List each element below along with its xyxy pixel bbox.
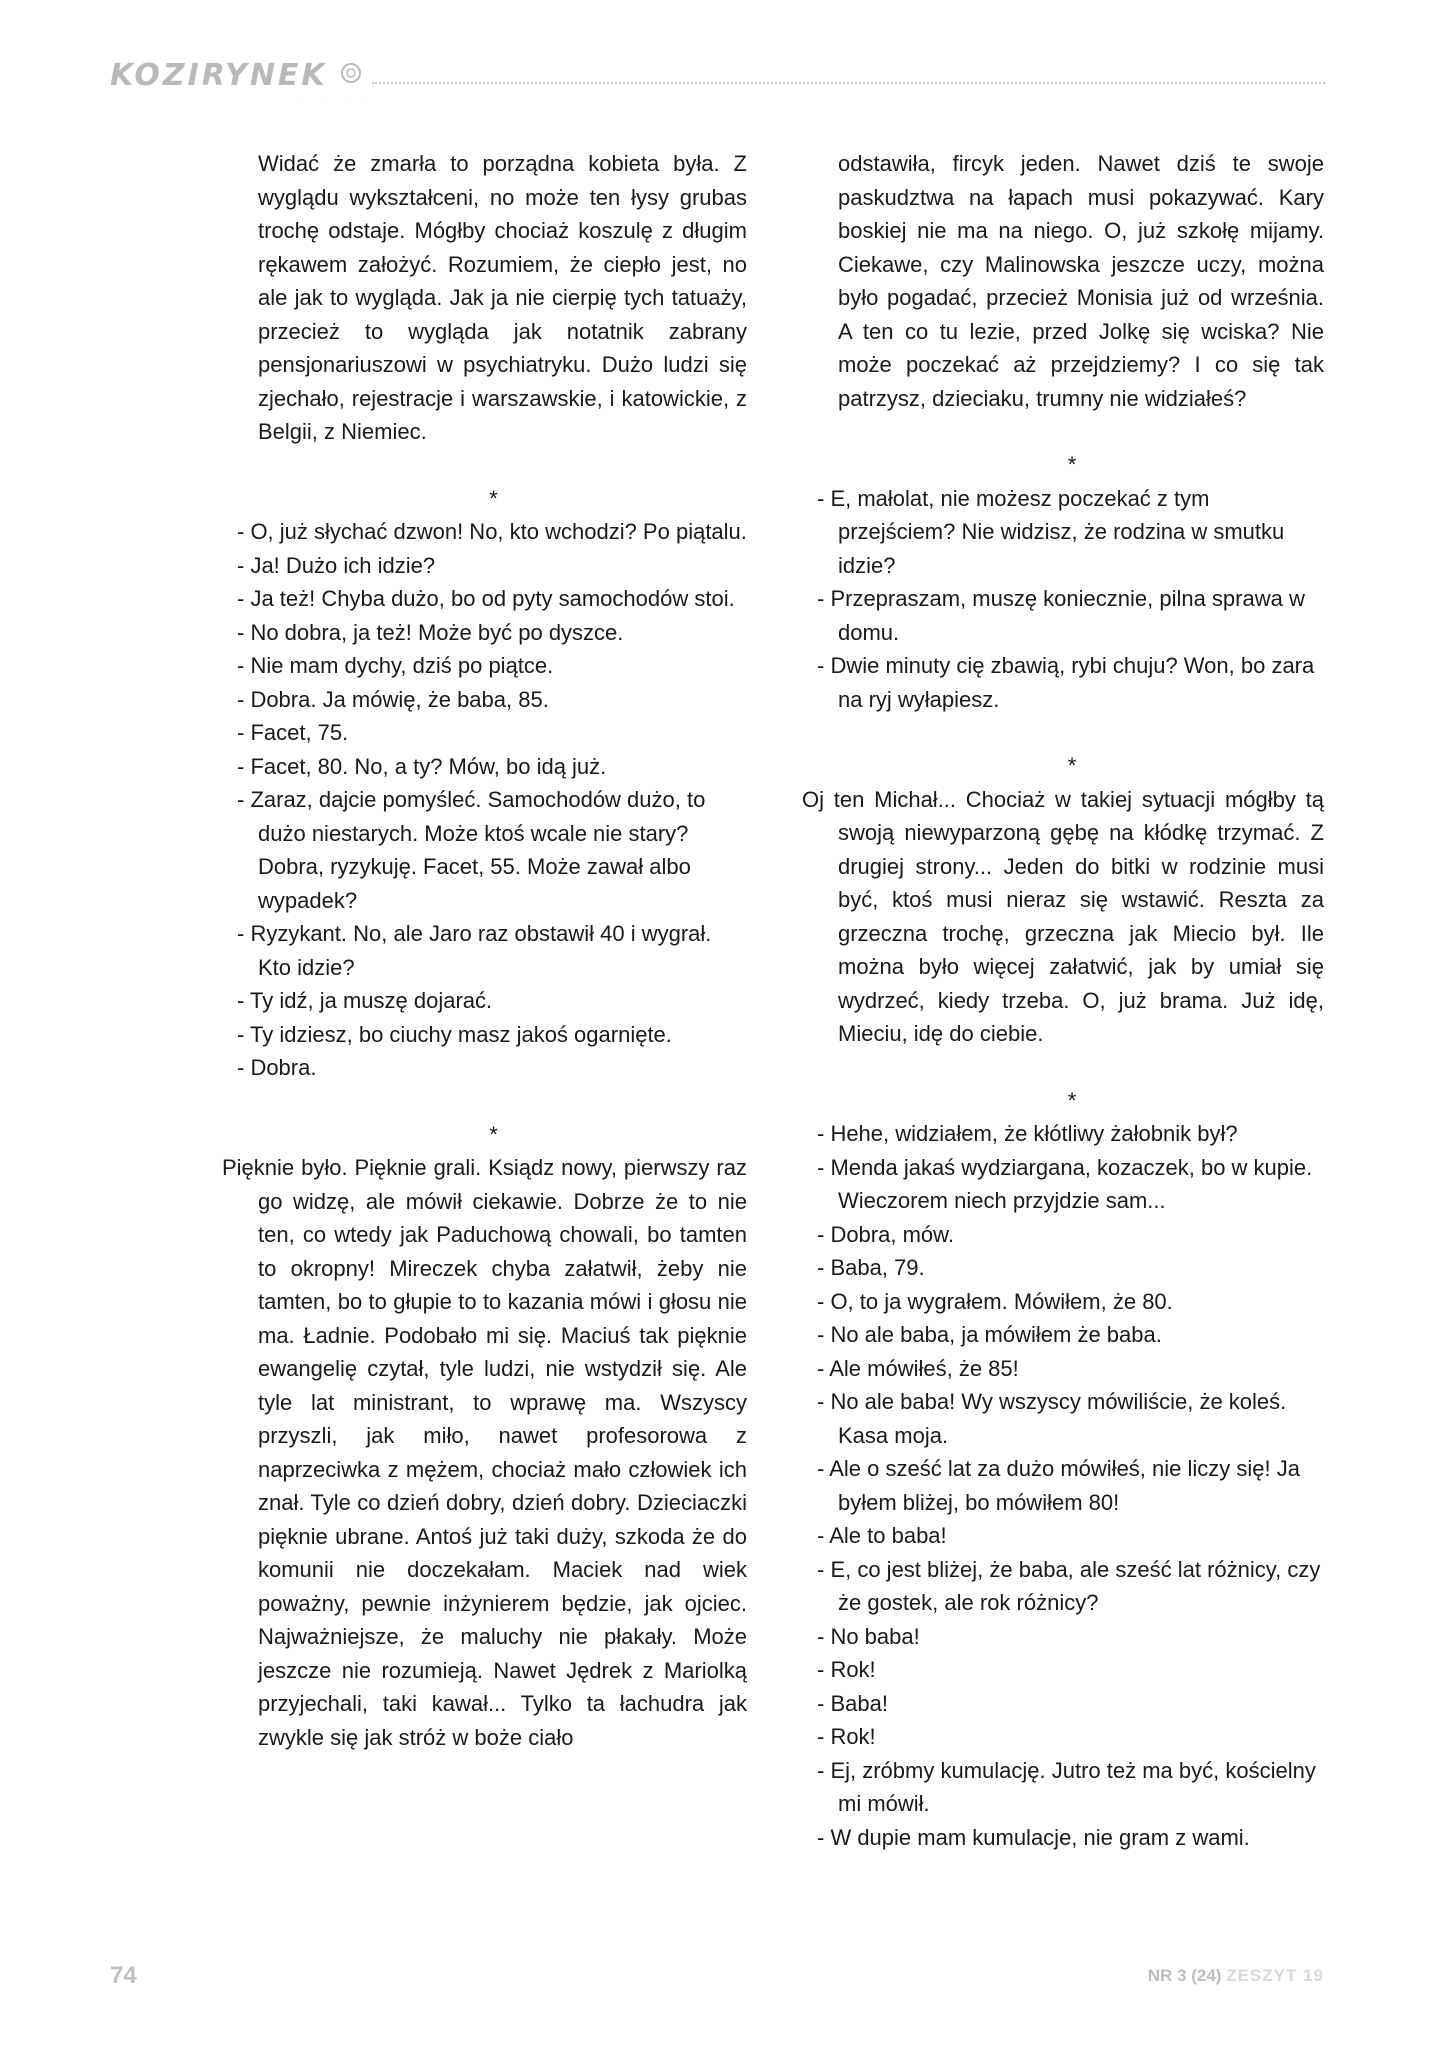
dialogue-line: - Baba! [817, 1690, 888, 1716]
issue-number: NR 3 (24) [1147, 1966, 1222, 1985]
narrative-paragraph: Oj ten Michał... Chociaż w takiej sytuacji mógłby tą swoją niewyparzoną gębę na kłódkę trzymać. Z drugiej strony... Jeden do bitki w rodzinie musi być, ktoś musi nieraz się wstawić. Reszta za grzeczna trochę, grzeczna jak Miecio był. Ile można było więcej załatwić, jak by umiał się wydrzeć, kiedy trzeba. O, już brama. Już idę, Mieciu, idę do ciebie. [802, 786, 1324, 1046]
dialogue-line: - Ja też! Chyba dużo, bo od pyty samochodów stoi. [237, 586, 735, 611]
dialogue-line: - O, już słychać dzwon! No, kto wchodzi? Po piątalu. [237, 519, 747, 544]
dialogue-line: - Przepraszam, muszę koniecznie, pilna sprawa w domu. [817, 586, 1305, 645]
dialogue-line: - Zaraz, dajcie pomyśleć. Samochodów dużo, to dużo niestarych. Może ktoś wcale nie stary? Dobra, ryzykuję. Facet, 55. Może zawał albo wypadek? [237, 787, 706, 913]
dialogue-line: - No dobra, ja też! Może być po dyszce. [237, 619, 624, 645]
dialogue-line: - No ale baba, ja mówiłem że baba. [817, 1322, 1162, 1347]
dialogue-line: - Facet, 80. No, a ty? Mów, bo idą już. [237, 753, 607, 779]
dialogue-line: - Ej, zróbmy kumulację. Jutro też ma być, kościelny mi mówił. [817, 1757, 1316, 1816]
intro-paragraph: Widać że zmarła to porządna kobieta była. Z wyglądu wykształceni, no może ten łysy grubas trochę odstaje. Mógłby chociaż koszulę z długim rękawem założyć. Rozumiem, że ciepło jest, no ale jak to wygląda. Jak ja nie cierpię tych tatuaży, przecież to wygląda jak notatnik zabrany pensjonariuszowi w psychiatryku. Dużo ludzi się zjechało, rejestracje i warszawskie, i katowickie, z Belgii, z Niemiec. [258, 151, 747, 444]
dialogue-line: - No baba! [817, 1623, 920, 1649]
dialogue-line: - Dobra. [237, 1055, 317, 1080]
dialogue-line: - O, to ja wygrałem. Mówiłem, że 80. [817, 1288, 1173, 1314]
right-column [802, 147, 1324, 1854]
dialogue-line: - Facet, 75. [237, 720, 349, 745]
section-separator: * [1067, 452, 1077, 477]
section-separator: * [489, 1121, 498, 1147]
zeszyt-label: ZESZYT 19 [1226, 1966, 1324, 1985]
dialogue-line: - Ja! Dużo ich idzie? [237, 552, 436, 578]
logo-subline: ∙ ∙ ∙ ∙ [300, 96, 377, 103]
dialogue-line: - Baba, 79. [817, 1255, 925, 1280]
dialogue-line: - Dobra. Ja mówię, że baba, 85. [237, 686, 549, 712]
dialogue-line: - Nie mam dychy, dziś po piątce. [237, 653, 554, 678]
dialogue-line: - Ale o sześć lat za dużo mówiłeś, nie liczy się! Ja byłem bliżej, bo mówiłem 80! [817, 1456, 1300, 1515]
page-header [110, 52, 1325, 102]
section-separator: * [1067, 753, 1077, 778]
dialogue-line: - E, małolat, nie możesz poczekać z tym przejściem? Nie widzisz, że rodzina w smutku idzie? [817, 485, 1285, 578]
dialogue-line: - Hehe, widziałem, że kłótliwy żałobnik był? [817, 1121, 1238, 1146]
dialogue-block [802, 482, 1324, 717]
dialogue-line: - Dwie minuty cię zbawią, rybi chuju? Won, bo zara na ryj wyłapiesz. [817, 653, 1315, 712]
left-column [222, 147, 747, 1754]
dialogue-line: - Ty idziesz, bo ciuchy masz jakoś ogarnięte. [237, 1021, 672, 1047]
dialogue-line: - W dupie mam kumulacje, nie gram z wami. [817, 1824, 1250, 1850]
dialogue-line: - Rok! [817, 1657, 876, 1682]
dialogue-block [222, 515, 747, 1085]
dialogue-line: - E, co jest bliżej, że baba, ale sześć lat różnicy, czy że gostek, ale rok różnicy? [817, 1556, 1321, 1615]
dialogue-line: - Ale to baba! [817, 1523, 947, 1548]
issue-label [1148, 1966, 1324, 1986]
dialogue-line: - No ale baba! Wy wszyscy mówiliście, że koleś. Kasa moja. [817, 1389, 1287, 1448]
logo-circle-icon [340, 62, 362, 84]
section-separator: * [489, 485, 498, 511]
narrative-paragraph: Pięknie było. Pięknie grali. Ksiądz nowy, pierwszy raz go widzę, ale mówił ciekawie. Dobrze że to nie ten, co wtedy jak Paduchową chowali, bo tamten to okropny! Mireczek chyba załatwił, żeby nie tamten, bo to głupie to to kazania mówi i głosu nie ma. Ładnie. Podobało mi się. Maciuś tak pięknie ewangelię czytał, tyle ludzi, nie wstydził się. Ale tyle lat ministrant, to wprawę ma. Wszyscy przyszli, jak miło, nawet profesorowa z naprzeciwka z mężem, chociaż mało człowiek ich znał. Tyle co dzień dobry, dzień dobry. Dzieciaczki pięknie ubrane. Antoś już taki duży, szkoda że do komunii nie doczekałam. Maciek nad wiek poważny, pewnie inżynierem będzie, jak ojciec. Najważniejsze, że maluchy nie płakały. Może jeszcze nie rozumieją. Nawet Jędrek z Mariolką przyjechali, taki kawał... Tylko ta łachudra jak zwykle się jak stróż w boże ciało [222, 1155, 747, 1750]
dialogue-line: - Rok! [817, 1724, 876, 1749]
continued-paragraph: odstawiła, fircyk jeden. Nawet dziś te swoje paskudztwa na łapach musi pokazywać. Kary boskiej nie ma na niego. O, już szkołę mijamy. Ciekawe, czy Malinowska jeszcze uczy, można było pogadać, przecież Monisia już od września. A ten co tu lezie, przed Jolkę się wciska? Nie może poczekać aż przejdziemy? I co się tak patrzysz, dzieciaku, trumny nie widziałeś? [838, 151, 1324, 411]
magazine-logo: KOZIRYNEK [110, 58, 328, 93]
page-number: 74 [110, 1962, 137, 1989]
header-dotted-rule [372, 82, 1325, 84]
dialogue-line: - Ty idź, ja muszę dojarać. [237, 988, 493, 1013]
section-separator: * [1067, 1087, 1077, 1113]
dialogue-line: - Dobra, mów. [817, 1221, 954, 1247]
dialogue-line: - Menda jakaś wydziargana, kozaczek, bo w kupie. Wieczorem niech przyjdzie sam... [817, 1154, 1313, 1213]
dialogue-line: - Ale mówiłeś, że 85! [817, 1355, 1019, 1381]
dialogue-line: - Ryzykant. No, ale Jaro raz obstawił 40 i wygrał. Kto idzie? [237, 921, 712, 980]
dialogue-block [802, 1117, 1324, 1854]
